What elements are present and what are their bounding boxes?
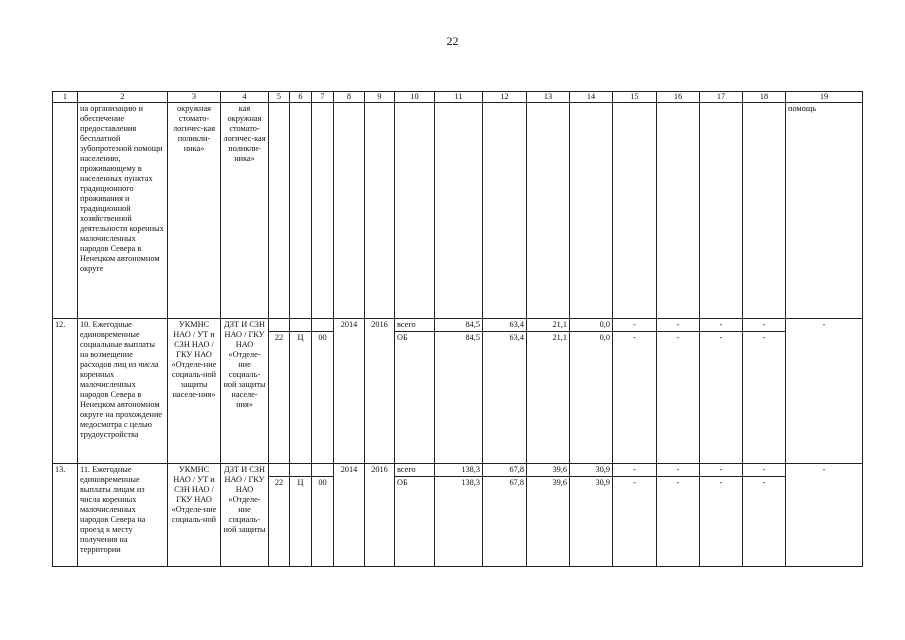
amount-cell: -	[613, 477, 657, 567]
code-cell: Ц	[290, 332, 312, 464]
table-row-continuation	[53, 103, 863, 319]
amount-cell: -	[657, 477, 700, 567]
participant-cell: ДЗТ И СЗН НАО / ГКУ НАО «Отделе-ние социаль-ной защиты населе-ния»	[221, 319, 269, 464]
amount-cell: -	[700, 477, 743, 567]
header-cell: 12	[483, 92, 527, 103]
amount-cell: 67,8	[483, 464, 527, 477]
result-cell: -	[786, 319, 863, 464]
start-year-cell: 2014	[334, 319, 365, 464]
amount-cell: -	[743, 332, 786, 464]
source-cell: ОБ	[395, 332, 435, 464]
header-cell: 5	[269, 92, 290, 103]
header-cell: 17	[700, 92, 743, 103]
end-year-cell: 2016	[365, 464, 395, 567]
result-cell: помощь	[786, 103, 863, 319]
amount-cell: -	[700, 319, 743, 332]
header-cell: 14	[570, 92, 613, 103]
amount-cell: -	[613, 332, 657, 464]
code-cell: Ц	[290, 477, 312, 567]
participant-cell: ДЗТ И СЗН НАО / ГКУ НАО «Отделе-ние социаль-ной защиты	[221, 464, 269, 567]
amount-cell: 39,6	[527, 477, 570, 567]
table-row-12-total	[53, 319, 863, 332]
header-cell: 9	[365, 92, 395, 103]
amount-cell: 21,1	[527, 332, 570, 464]
header-cell: 10	[395, 92, 435, 103]
table-row-13-total	[53, 464, 863, 477]
amount-cell: 84,5	[435, 319, 483, 332]
amount-cell: -	[657, 332, 700, 464]
amount-cell: -	[743, 464, 786, 477]
amount-cell: -	[743, 319, 786, 332]
header-cell: 11	[435, 92, 483, 103]
header-cell: 16	[657, 92, 700, 103]
code-cell: 22	[269, 332, 290, 464]
header-cell: 8	[334, 92, 365, 103]
end-year-cell: 2016	[365, 319, 395, 464]
header-cell: 13	[527, 92, 570, 103]
source-cell: ОБ	[395, 477, 435, 567]
code-cell: 00	[312, 332, 334, 464]
result-cell: -	[786, 464, 863, 567]
amount-cell: 67,8	[483, 477, 527, 567]
amount-cell: -	[700, 464, 743, 477]
header-cell: 2	[78, 92, 168, 103]
header-cell: 3	[168, 92, 221, 103]
header-cell: 4	[221, 92, 269, 103]
participant-cell: кая окружная стомато-логичес-кая поликли-ника»	[221, 103, 269, 319]
program-table	[52, 91, 863, 567]
source-cell: всего	[395, 319, 435, 332]
amount-cell: -	[657, 319, 700, 332]
amount-cell: 138,3	[435, 464, 483, 477]
amount-cell: 63,4	[483, 319, 527, 332]
row-number-cell	[53, 103, 78, 319]
header-cell: 7	[312, 92, 334, 103]
amount-cell: 39,6	[527, 464, 570, 477]
measure-name-cell: 11. Ежегодные единовременные выплаты лицам из числа коренных малочисленных народов Севера на проезд к месту получения на территории	[78, 464, 168, 567]
code-cell: 22	[269, 477, 290, 567]
measure-name-cell: 10. Ежегодные единовременные социальные выплаты на возмещение расходов лиц из числа коренных малочисленных народов Севера в Ненецком автономном округе на прохождение медосмотра с целью трудоустройства	[78, 319, 168, 464]
measure-name-cell: на организацию и обеспечение предоставления бесплатной зубопротезной помощи населению, проживающему в населенных пунктах традиционного проживания и традиционной хозяйственной деятельности коренных малочисленных народов Севера в Ненецком автономном округе	[78, 103, 168, 319]
amount-cell: -	[743, 477, 786, 567]
responsible-cell: УКМНС НАО / УТ и СЗН НАО / ГКУ НАО «Отделе-ние социаль-ной	[168, 464, 221, 567]
amount-cell: 138,3	[435, 477, 483, 567]
responsible-cell: окружная стомато-логичес-кая поликли-ника»	[168, 103, 221, 319]
amount-cell: 30,9	[570, 477, 613, 567]
row-number-cell: 13.	[53, 464, 78, 567]
amount-cell: -	[613, 319, 657, 332]
amount-cell: -	[700, 332, 743, 464]
code-cell: 00	[312, 477, 334, 567]
amount-cell: 63,4	[483, 332, 527, 464]
source-cell: всего	[395, 464, 435, 477]
amount-cell: 21,1	[527, 319, 570, 332]
header-cell: 6	[290, 92, 312, 103]
amount-cell: 0,0	[570, 319, 613, 332]
row-number-cell: 12.	[53, 319, 78, 464]
start-year-cell: 2014	[334, 464, 365, 567]
amount-cell: -	[613, 464, 657, 477]
amount-cell: 84,5	[435, 332, 483, 464]
header-cell: 19	[786, 92, 863, 103]
amount-cell: 0,0	[570, 332, 613, 464]
amount-cell: -	[657, 464, 700, 477]
amount-cell: 30,9	[570, 464, 613, 477]
header-cell: 18	[743, 92, 786, 103]
header-cell: 1	[53, 92, 78, 103]
header-row	[53, 92, 863, 103]
header-cell: 15	[613, 92, 657, 103]
page-number: 22	[446, 34, 459, 48]
responsible-cell: УКМНС НАО / УТ и СЗН НАО / ГКУ НАО «Отделе-ние социаль-ной защиты населе-ния»	[168, 319, 221, 464]
